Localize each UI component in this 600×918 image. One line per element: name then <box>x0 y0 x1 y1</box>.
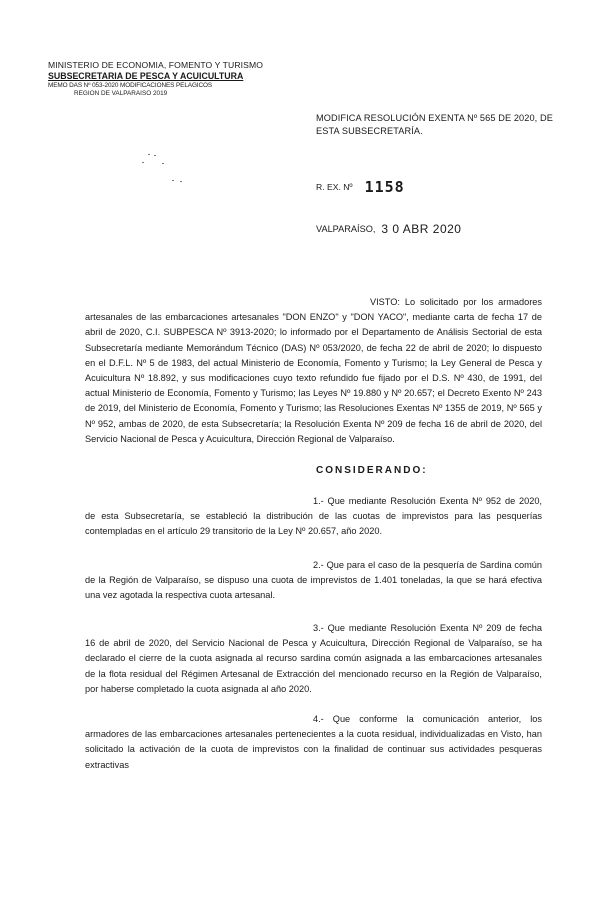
considerando-paragraph-4 <box>85 712 542 773</box>
paragraph-number: 1.- <box>313 496 324 506</box>
resolution-number-line <box>316 178 405 196</box>
paragraph-text: Que conforme la comunicación anterior, los armadores de las embarcaciones artesanales pertenecientes a la cuota residual, individualizadas en Visto, han solicitado la activación de la cuota de imprevistos con la finalidad de continuar sus actividades pesqueras extractivas <box>85 714 542 770</box>
paragraph-number: 4.- <box>313 714 324 724</box>
considerando-heading: CONSIDERANDO: <box>316 465 428 476</box>
paragraph-number: 3.- <box>313 623 324 633</box>
paragraph-number: 2.- <box>313 560 324 570</box>
resolution-number: 1158 <box>364 178 405 196</box>
scan-specks <box>140 150 200 190</box>
visto-text: Lo solicitado por los armadores artesanales de las embarcaciones artesanales "DON ENZO" y "DON YACO", mediante carta de fecha 17 de abril de 2020, C.I. SUBPESCA Nº 3913-2020; lo informado por el Departamento de Análisis Sectorial de esta Subsecretaría mediante Memorándum Técnico (DAS) Nº 053/2020, de fecha 22 de abril de 2020; lo dispuesto en el D.F.L. Nº 5 de 1983, del actual Ministerio de Economía, Fomento y Turismo; la Ley General de Pesca y Acuicultura Nº 18.892, y sus modificaciones cuyo texto refundido fue fijado por el D.S. Nº 430, de 1991, del actual Ministerio de Economía, Fomento y Turismo; las Leyes Nº 19.880 y Nº 20.657; el Decreto Exento Nº 243 de 2019, del Ministerio de Economía, Fomento y Turismo; las Resoluciones Exentas Nº 1355 de 2019, Nº 565 y Nº 952, ambas de 2020, de esta Subsecretaría; la Resolución Exenta Nº 209 de fecha 16 de abril de 2020, del Servicio Nacional de Pesca y Acuicultura, Dirección Regional de Valparaíso. <box>85 297 542 444</box>
resolution-subject: MODIFICA RESOLUCIÓN EXENTA Nº 565 DE 2020, DE ESTA SUBSECRETARÍA. <box>316 113 553 137</box>
resolution-label: R. EX. Nº <box>316 182 353 192</box>
ministry-name: MINISTERIO DE ECONOMIA, FOMENTO Y TURISMO <box>48 60 263 70</box>
visto-lead: VISTO: <box>370 297 400 307</box>
dateline <box>316 220 461 238</box>
paragraph-text: Que mediante Resolución Exenta Nº 209 de fecha 16 de abril de 2020, del Servicio Nacional de Pesca y Acuicultura, Dirección Regional de Valparaíso, se ha declarado el cierre de la cuota asignada al recurso sardina común asignada a las embarcaciones artesanales de la flota residual del Régimen Artesanal de Extracción del mencionado recurso en la Región de Valparaíso, por haberse completado la cuota asignada al año 2020. <box>85 623 542 694</box>
letterhead <box>48 60 268 98</box>
considerando-paragraph-3 <box>85 621 542 697</box>
city: VALPARAÍSO, <box>316 223 376 234</box>
date-stamp: 3 0 ABR 2020 <box>381 221 462 236</box>
considerando-paragraph-2 <box>85 558 542 604</box>
paragraph-text: Que mediante Resolución Exenta Nº 952 de 2020, de esta Subsecretaría, se estableció la distribución de las cuotas de imprevistos para las pesquerías contempladas en el artículo 29 transitorio de la Ley Nº 20.657, año 2020. <box>85 496 542 537</box>
region-reference: REGION DE VALPARAISO 2019 <box>74 89 168 97</box>
memo-reference: MEMO DAS Nº 053-2020 MODIFICACIONES PELAGICOS <box>48 81 213 89</box>
paragraph-text: Que para el caso de la pesquería de Sardina común de la Región de Valparaíso, se dispuso una cuota de imprevistos de 1.401 toneladas, la que se hará efectiva una vez agotada la respectiva cuota artesanal. <box>85 560 542 601</box>
subsecretaria-name: SUBSECRETARIA DE PESCA Y ACUICULTURA <box>48 70 244 81</box>
visto-paragraph <box>85 295 542 447</box>
considerando-paragraph-1 <box>85 494 542 540</box>
